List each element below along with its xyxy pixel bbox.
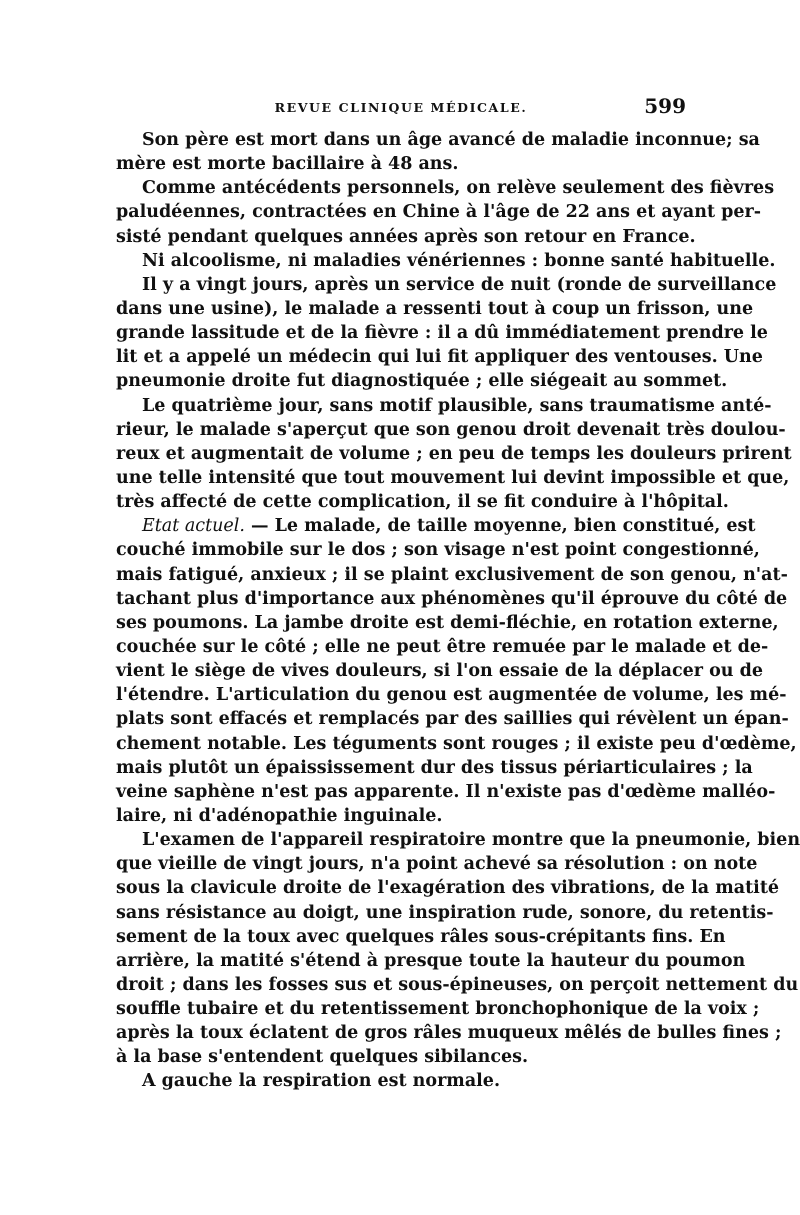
text-line: sans résistance au doigt, une inspiration rude, sonore, du retentis- bbox=[116, 902, 774, 923]
text-line: une telle intensité que tout mouvement lui devint impossible et que, bbox=[116, 467, 790, 488]
text-line: laire, ni d'adénopathie inguinale. bbox=[116, 805, 443, 826]
text-line: reux et augmentait de volume ; en peu de temps les douleurs prirent bbox=[116, 443, 792, 464]
text-line: couché immobile sur le dos ; son visage n'est point congestionné, bbox=[116, 540, 760, 561]
text-line: après la toux éclatent de gros râles muqueux mêlés de bulles fines ; bbox=[116, 1023, 782, 1044]
text-line: mère est morte bacillaire à 48 ans. bbox=[116, 154, 459, 175]
text-line: plats sont effacés et remplacés par des saillies qui révèlent un épan- bbox=[116, 709, 789, 730]
text-line: lit et a appelé un médecin qui lui fit appliquer des ventouses. Une bbox=[116, 347, 763, 368]
text-line: Ni alcoolisme, ni maladies vénériennes : bonne santé habituelle. bbox=[142, 250, 776, 271]
body-text bbox=[116, 128, 800, 1094]
section-label-rest: — Le malade, de taille moyenne, bien constitué, est bbox=[244, 516, 756, 537]
text-line: vient le siège de vives douleurs, si l'on essaie de la déplacer ou de bbox=[116, 661, 763, 682]
running-title: REVUE CLINIQUE MÉDICALE. bbox=[274, 100, 528, 115]
text-line: pneumonie droite fut diagnostiquée ; elle siégeait au sommet. bbox=[116, 371, 728, 392]
text-line: Comme antécédents personnels, on relève seulement des fièvres bbox=[142, 178, 775, 199]
text-line: souffle tubaire et du retentissement bronchophonique de la voix ; bbox=[116, 999, 760, 1020]
text-line: tachant plus d'importance aux phénomènes qu'il éprouve du côté de bbox=[116, 588, 788, 609]
text-line: A gauche la respiration est normale. bbox=[142, 1071, 501, 1092]
text-line: à la base s'entendent quelques sibilances. bbox=[116, 1047, 529, 1068]
text-line: droit ; dans les fosses sus et sous-épineuses, on perçoit nettement du bbox=[116, 974, 799, 995]
book-page bbox=[116, 94, 800, 1094]
text-line: chement notable. Les téguments sont rouges ; il existe peu d'œdème, bbox=[116, 733, 797, 754]
text-line: dans une usine), le malade a ressenti tout à coup un frisson, une bbox=[116, 298, 754, 319]
text-line: l'étendre. L'articulation du genou est augmentée de volume, les mé- bbox=[116, 685, 787, 706]
text-line: paludéennes, contractées en Chine à l'âge de 22 ans et ayant per- bbox=[116, 202, 761, 223]
text-line: L'examen de l'appareil respiratoire montre que la pneumonie, bien bbox=[142, 830, 800, 851]
text-line: que vieille de vingt jours, n'a point achevé sa résolution : on note bbox=[116, 854, 758, 875]
text-line: sement de la toux avec quelques râles sous-crépitants fins. En bbox=[116, 926, 726, 947]
text-line: Il y a vingt jours, après un service de nuit (ronde de surveillance bbox=[142, 274, 777, 295]
text-line: sous la clavicule droite de l'exagération des vibrations, de la matité bbox=[116, 878, 780, 899]
section-label: Etat actuel. bbox=[142, 516, 245, 537]
page-number: 599 bbox=[644, 94, 686, 118]
text-line: ses poumons. La jambe droite est demi-fléchie, en rotation externe, bbox=[116, 612, 779, 633]
text-line: grande lassitude et de la fièvre : il a dû immédiatement prendre le bbox=[116, 323, 768, 344]
text-line: très affecté de cette complication, il se fit conduire à l'hôpital. bbox=[116, 492, 729, 513]
text-line: Son père est mort dans un âge avancé de maladie inconnue; sa bbox=[142, 130, 760, 150]
text-line: Le quatrième jour, sans motif plausible, sans traumatisme anté- bbox=[142, 395, 772, 416]
text-line: rieur, le malade s'aperçut que son genou droit devenait très doulou- bbox=[116, 419, 786, 440]
text-line: veine saphène n'est pas apparente. Il n'existe pas d'œdème malléo- bbox=[116, 781, 776, 802]
text-line: arrière, la matité s'étend à presque toute la hauteur du poumon bbox=[116, 950, 746, 971]
text-line: mais plutôt un épaississement dur des tissus périarticulaires ; la bbox=[116, 757, 753, 778]
text-line: sisté pendant quelques années après son retour en France. bbox=[116, 226, 696, 247]
running-head bbox=[116, 96, 686, 126]
text-line: mais fatigué, anxieux ; il se plaint exclusivement de son genou, n'at- bbox=[116, 564, 788, 585]
text-line-etat-actuel bbox=[116, 514, 756, 538]
text-line: couchée sur le côté ; elle ne peut être remuée par le malade et de- bbox=[116, 636, 769, 657]
